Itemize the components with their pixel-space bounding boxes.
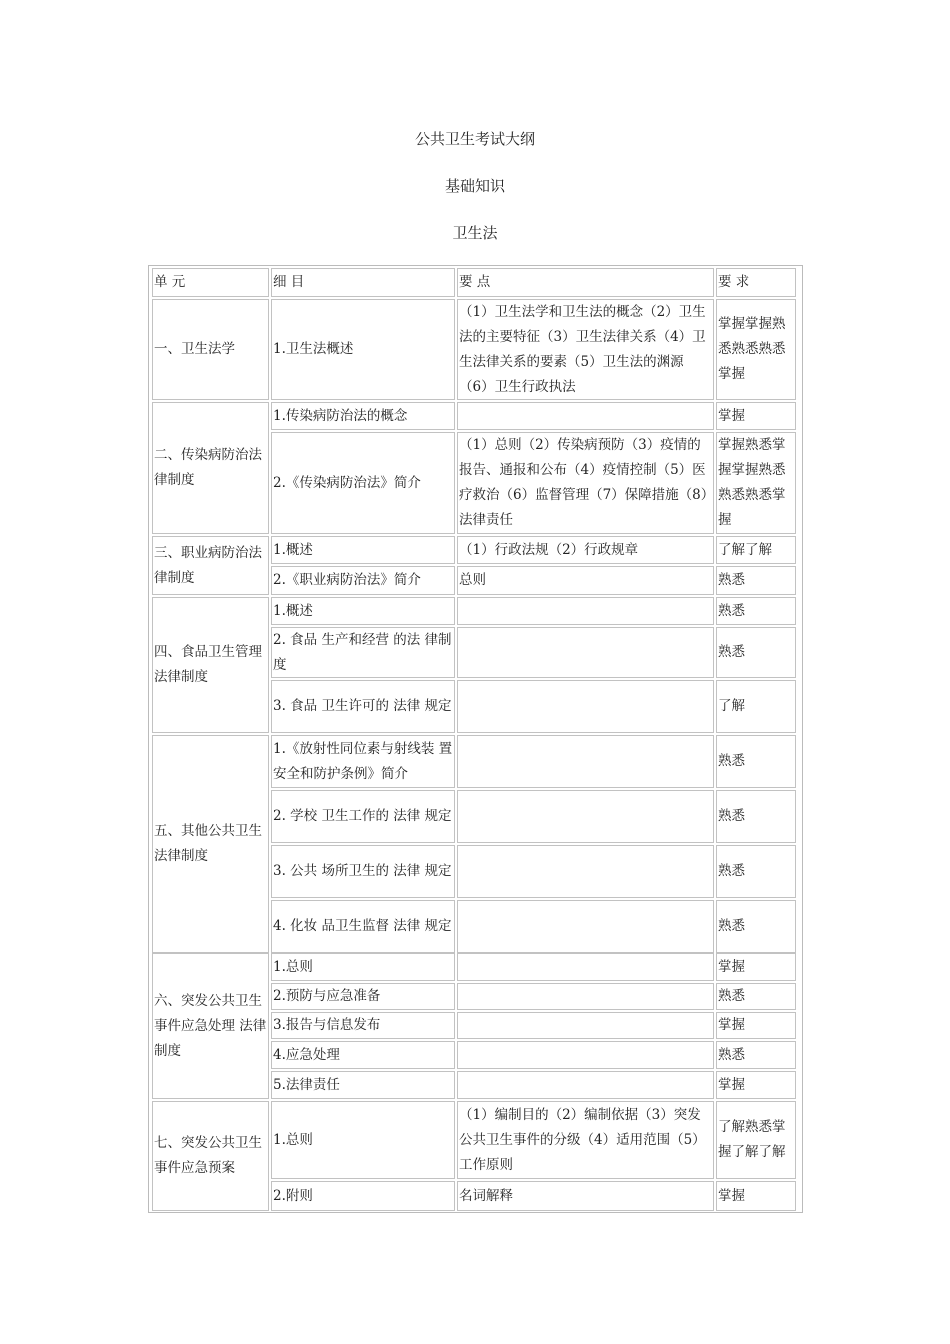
item-cell-text: 4. 化妆 品卫生监督 法律 规定	[273, 918, 452, 934]
points-cell	[457, 1041, 714, 1069]
item-cell-text: 2.预防与应急准备	[273, 988, 381, 1004]
item-cell-text: 1.《放射性同位素与射线装 置安全和防护条例》简介	[273, 740, 453, 782]
points-cell-text: （1）卫生法学和卫生法的概念（2）卫生法的主要特征（3）卫生法律关系（4）卫生法律关系的要素（5）卫生法的渊源（6）卫生行政执法	[459, 303, 706, 395]
points-cell	[457, 1101, 714, 1179]
item-cell	[271, 900, 455, 953]
unit-cell	[152, 735, 269, 953]
item-cell-text: 1.总则	[273, 1131, 313, 1148]
header-cell-text: 要 求	[718, 274, 750, 290]
item-cell-text: 4.应急处理	[273, 1046, 340, 1063]
points-cell	[457, 1012, 714, 1039]
item-cell	[271, 1101, 455, 1179]
unit-cell-text: 七、突发公共卫生事件应急预案	[154, 1135, 262, 1176]
points-cell	[457, 790, 714, 843]
requirement-cell	[716, 1181, 796, 1211]
item-cell	[271, 566, 455, 595]
requirement-cell-text: 掌握熟悉掌握掌握熟悉熟悉熟悉掌握	[718, 437, 786, 528]
item-cell-text: 5.法律责任	[273, 1076, 340, 1093]
requirement-cell	[716, 627, 796, 678]
requirement-cell	[716, 597, 796, 625]
points-cell-text: （1）行政法规（2）行政规章	[459, 541, 639, 558]
requirement-cell-text: 熟悉	[718, 572, 745, 588]
requirement-cell-text: 熟悉	[718, 988, 745, 1004]
requirement-cell-text: 熟悉	[718, 602, 745, 619]
requirement-cell-text: 掌握	[718, 407, 745, 424]
item-cell-text: 2.《传染病防治法》简介	[273, 474, 421, 491]
requirement-cell-text: 了解熟悉掌握了解了解	[718, 1119, 786, 1160]
page-title: 公共卫生考试大纲	[414, 130, 535, 148]
item-cell	[271, 953, 455, 981]
unit-cell-text: 四、食品卫生管理法律制度	[154, 644, 262, 685]
requirement-cell	[716, 735, 796, 788]
unit-cell	[152, 402, 269, 534]
item-cell-text: 1.总则	[273, 958, 313, 975]
item-cell-text: 2. 食品 生产和经营 的法 律制度	[273, 631, 452, 673]
unit-cell	[152, 597, 269, 733]
item-cell	[271, 1012, 455, 1039]
requirement-cell-text: 熟悉	[718, 753, 745, 769]
item-cell	[271, 680, 455, 733]
requirement-cell	[716, 680, 796, 733]
requirement-cell	[716, 1041, 796, 1069]
requirement-cell	[716, 536, 796, 564]
points-cell	[457, 680, 714, 733]
points-cell	[457, 953, 714, 981]
points-cell	[457, 402, 714, 430]
item-cell	[271, 536, 455, 564]
unit-cell	[152, 953, 269, 1099]
header-cell	[716, 268, 796, 297]
header-cell-text: 单 元	[154, 274, 186, 290]
unit-cell-text: 一、卫生法学	[154, 341, 235, 357]
item-cell-text: 1.概述	[273, 541, 313, 558]
points-cell-text: 总则	[459, 572, 486, 588]
points-cell	[457, 845, 714, 898]
item-cell-text: 2.附则	[273, 1187, 313, 1204]
points-cell	[457, 983, 714, 1010]
points-cell	[457, 735, 714, 788]
unit-cell-text: 三、职业病防治法律制度	[154, 544, 262, 586]
unit-cell-text: 二、传染病防治法律制度	[154, 447, 262, 488]
item-cell-text: 3.报告与信息发布	[273, 1017, 381, 1033]
header-cell	[457, 268, 714, 297]
requirement-cell-text: 熟悉	[718, 918, 745, 934]
item-cell-text: 2.《职业病防治法》简介	[273, 572, 421, 588]
points-cell	[457, 1071, 714, 1099]
requirement-cell	[716, 1012, 796, 1039]
item-cell	[271, 845, 455, 898]
points-cell	[457, 900, 714, 953]
item-cell	[271, 1181, 455, 1211]
points-cell-text: （1）编制目的（2）编制依据（3）突发公共卫生事件的分级（4）适用范围（5）工作原则	[459, 1106, 706, 1173]
requirement-cell-text: 熟悉	[718, 808, 745, 824]
points-cell	[457, 432, 714, 534]
requirement-cell	[716, 845, 796, 898]
item-cell-text: 2. 学校 卫生工作的 法律 规定	[273, 808, 452, 824]
requirement-cell-text: 掌握	[718, 958, 745, 975]
syllabus-table	[148, 265, 803, 1213]
requirement-cell-text: 了解	[718, 698, 745, 714]
item-cell-text: 3. 食品 卫生许可的 法律 规定	[273, 698, 452, 714]
points-cell-text: （1）总则（2）传染病预防（3）疫情的报告、通报和公布（4）疫情控制（5）医疗救治（6）监督管理（7）保障措施（8）法律责任	[459, 437, 708, 528]
item-cell-text: 1.传染病防治法的概念	[273, 407, 408, 424]
item-cell	[271, 1071, 455, 1099]
unit-cell	[152, 536, 269, 595]
requirement-cell-text: 熟悉	[718, 644, 745, 660]
item-cell	[271, 432, 455, 534]
item-cell-text: 1.卫生法概述	[273, 341, 354, 357]
item-cell	[271, 983, 455, 1010]
requirement-cell	[716, 1101, 796, 1179]
points-cell	[457, 1181, 714, 1211]
points-cell	[457, 627, 714, 678]
unit-cell-text: 六、突发公共卫生事件应急处理 法律制度	[154, 992, 267, 1059]
item-cell	[271, 402, 455, 430]
header-cell-text: 要 点	[459, 274, 491, 290]
requirement-cell-text: 掌握	[718, 1187, 745, 1204]
requirement-cell-text: 掌握掌握熟悉熟悉熟悉掌握	[718, 316, 786, 382]
requirement-cell	[716, 983, 796, 1010]
requirement-cell-text: 掌握	[718, 1076, 745, 1093]
item-cell	[271, 597, 455, 625]
section-title: 卫生法	[452, 224, 498, 242]
item-cell	[271, 735, 455, 788]
requirement-cell-text: 熟悉	[718, 863, 745, 879]
requirement-cell	[716, 299, 796, 400]
unit-cell	[152, 299, 269, 400]
requirement-cell	[716, 900, 796, 953]
requirement-cell	[716, 402, 796, 430]
requirement-cell	[716, 953, 796, 981]
requirement-cell-text: 了解了解	[718, 541, 772, 558]
requirement-cell	[716, 790, 796, 843]
header-cell-text: 细 目	[273, 274, 305, 290]
unit-cell	[152, 1101, 269, 1211]
item-cell	[271, 790, 455, 843]
item-cell-text: 1.概述	[273, 602, 313, 619]
unit-cell-text: 五、其他公共卫生法律制度	[154, 823, 262, 864]
points-cell-text: 名词解释	[459, 1187, 513, 1204]
requirement-cell	[716, 432, 796, 534]
points-cell	[457, 566, 714, 595]
points-cell	[457, 597, 714, 625]
header-cell	[271, 268, 455, 297]
requirement-cell	[716, 1071, 796, 1099]
item-cell	[271, 627, 455, 678]
requirement-cell	[716, 566, 796, 595]
item-cell	[271, 299, 455, 400]
subtitle: 基础知识	[444, 177, 505, 195]
item-cell-text: 3. 公共 场所卫生的 法律 规定	[273, 863, 452, 879]
requirement-cell-text: 熟悉	[718, 1046, 745, 1063]
requirement-cell-text: 掌握	[718, 1017, 745, 1033]
points-cell	[457, 536, 714, 564]
header-cell	[152, 268, 269, 297]
item-cell	[271, 1041, 455, 1069]
points-cell	[457, 299, 714, 400]
